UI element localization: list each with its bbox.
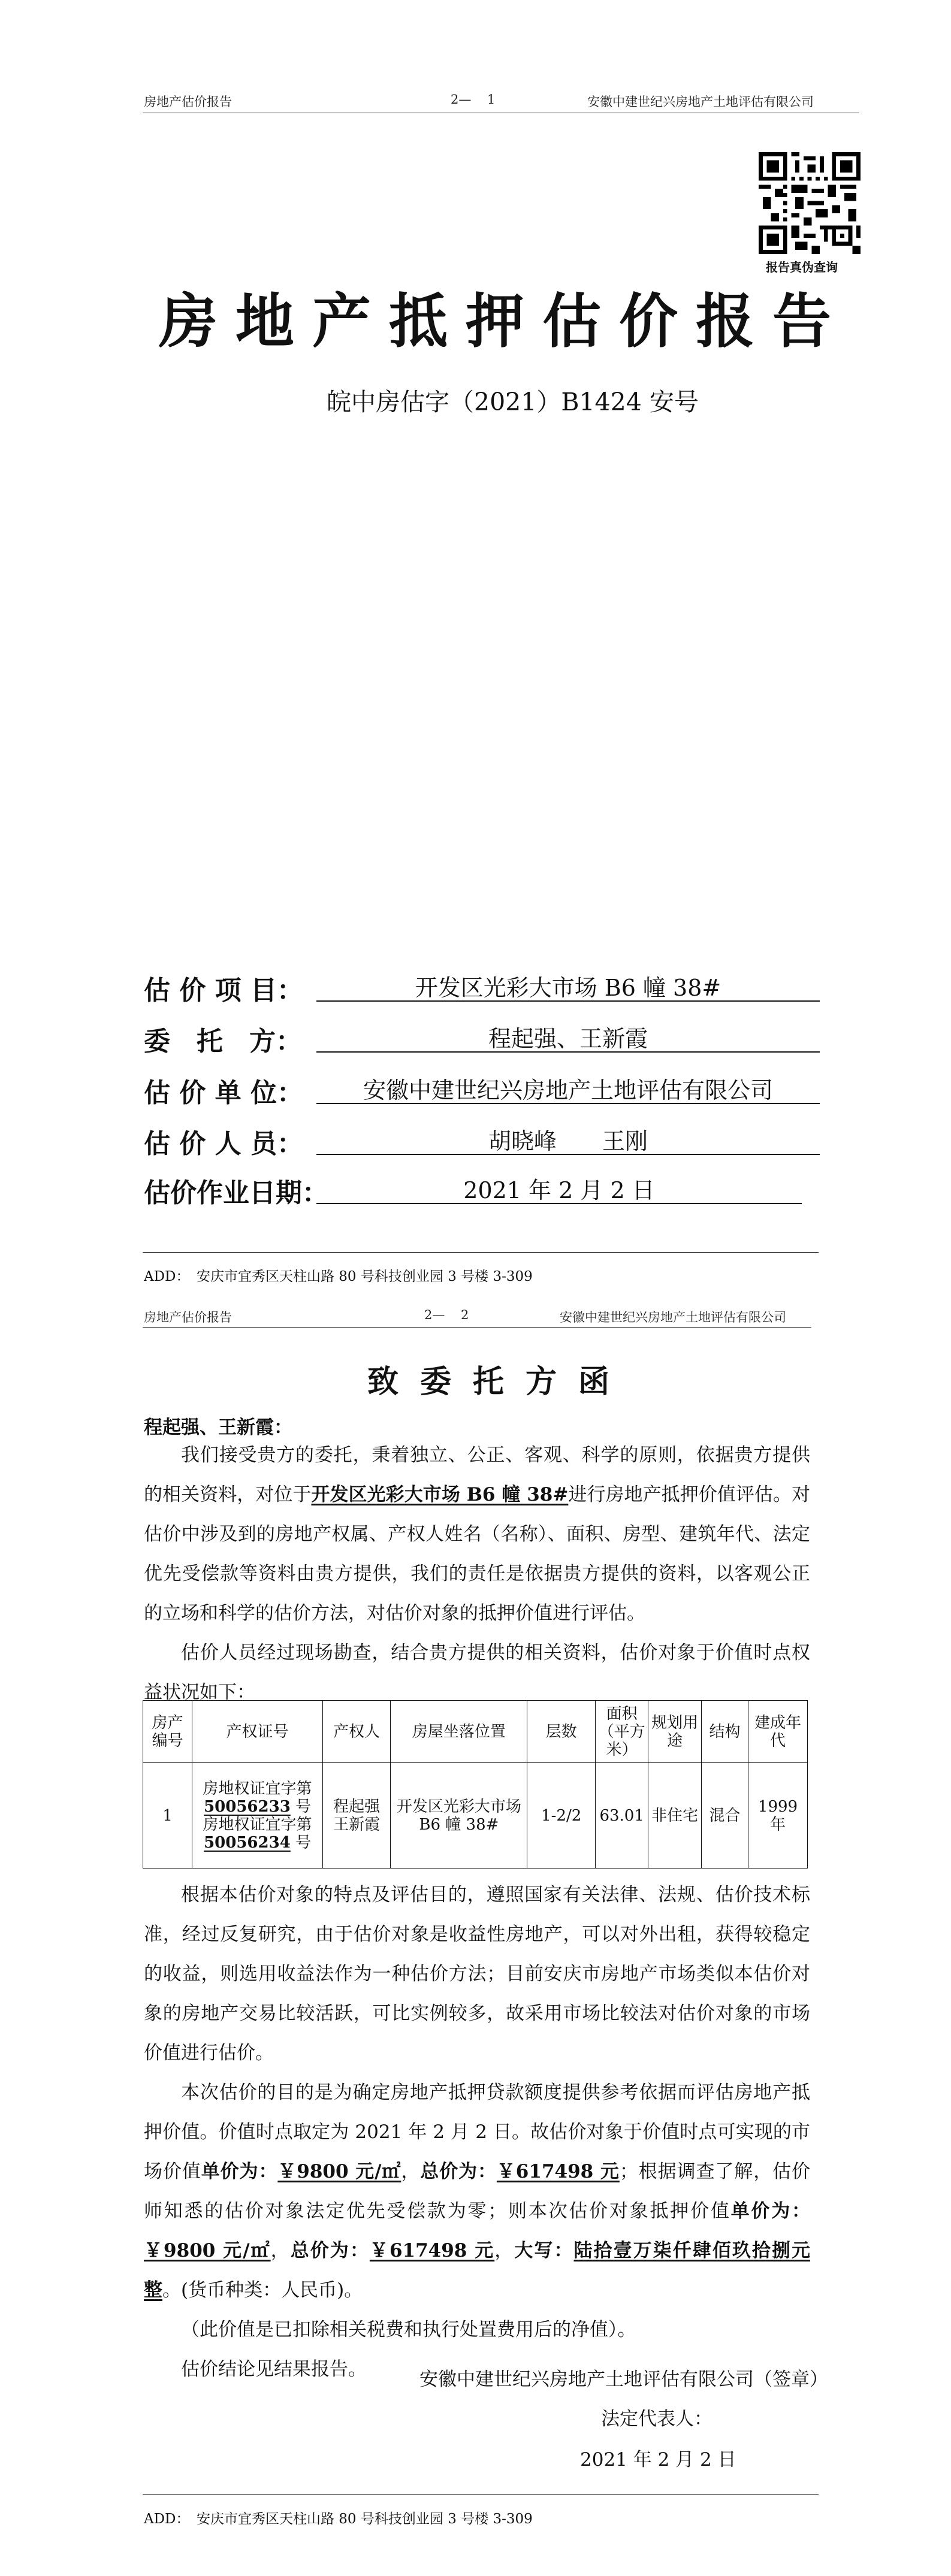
col-header-structure: 结构 xyxy=(701,1701,748,1763)
field-label-staff: 估 价 人 员： xyxy=(144,1129,303,1159)
page1-header-left: 房地产估价报告 xyxy=(144,95,232,109)
paragraph-5: （此价值是已扣除相关税费和执行处置费用后的净值）。 xyxy=(181,2319,636,2341)
salutation: 程起强、王新霞： xyxy=(144,1417,292,1438)
table-header-row xyxy=(143,1701,808,1763)
mortgage-total-price: ￥617498 元 xyxy=(369,2240,495,2261)
col-header-area: 面积（平方米） xyxy=(595,1701,648,1763)
field-underline xyxy=(316,1000,820,1002)
signature-company: 安徽中建世纪兴房地产土地评估有限公司（签章） xyxy=(419,2369,828,2390)
cell-owner: 程起强 王新霞 xyxy=(322,1763,391,1868)
col-header-no: 房产编号 xyxy=(143,1701,192,1763)
letter-body-top xyxy=(144,1435,810,1712)
field-underline xyxy=(316,1203,802,1204)
document-number: 皖中房估字（2021）B1424 安号 xyxy=(327,388,699,416)
paragraph-4: 本次估价的目的是为确定房地产抵押贷款额度提供参考依据而评估房地产抵押价值。价值时点取定为 2021 年 2 月 2 日。故估价对象于价值时点可实现的市场价值单价为：￥9800 元/㎡，总价为：￥617498 元；根据调查了解，估价师知悉的估价对象法定优先受偿款为零；则本次估价对象抵押价值单价为：￥9800 元/㎡，总价为：￥617498 元，大写：陆拾壹万柒仟肆佰玖拾捌元整。(货币种类：人民币)。 xyxy=(144,2082,811,2301)
field-value-appraiser: 安徽中建世纪兴房地产土地评估有限公司 xyxy=(363,1077,773,1103)
page2-header-rule xyxy=(143,1327,811,1328)
col-header-use: 规划用途 xyxy=(648,1701,702,1763)
paragraph-2: 估价人员经过现场勘查，结合贵方提供的相关资料，估价对象于价值时点权益状况如下： xyxy=(144,1642,810,1703)
page1-footer-rule xyxy=(143,1252,819,1253)
page1-header-right: 安徽中建世纪兴房地产土地评估有限公司 xyxy=(587,95,814,109)
cell-year: 1999 年 xyxy=(748,1763,808,1868)
page2-header-left: 房地产估价报告 xyxy=(144,1310,232,1325)
market-total-price: ￥617498 元 xyxy=(496,2161,620,2182)
field-label-client: 委 托 方： xyxy=(144,1026,302,1057)
page2-header-right: 安徽中建世纪兴房地产土地评估有限公司 xyxy=(560,1310,786,1325)
field-underline xyxy=(316,1103,820,1104)
field-underline xyxy=(316,1154,820,1155)
page2-footer-rule xyxy=(143,2494,819,2495)
col-header-cert: 产权证号 xyxy=(192,1701,323,1763)
field-label-project: 估 价 项 目： xyxy=(144,975,303,1006)
cell-cert: 房地权证宜字第 50056233 号 房地权证宜字第 50056234 号 xyxy=(192,1763,323,1868)
paragraph-6: 估价结论见结果报告。 xyxy=(181,2359,367,2380)
signature-date: 2021 年 2 月 2 日 xyxy=(580,2449,736,2471)
qr-code-icon[interactable] xyxy=(759,152,861,254)
signature-legal-rep: 法定代表人： xyxy=(601,2408,713,2430)
table-row xyxy=(143,1763,808,1868)
market-unit-price: ￥9800 元/㎡ xyxy=(277,2161,401,2182)
letter-body-bottom xyxy=(144,1875,810,2389)
page1-address: ADD： 安庆市宜秀区天柱山路 80 号科技创业园 3 号楼 3-309 xyxy=(144,1269,533,1284)
letter-title: 致委托方函 xyxy=(367,1363,632,1400)
col-header-floors: 层数 xyxy=(527,1701,596,1763)
page1-page-number: 2— 1 xyxy=(451,92,496,107)
cell-floors: 1-2/2 xyxy=(527,1763,596,1868)
field-value-project: 开发区光彩大市场 B6 幢 38# xyxy=(415,975,721,1001)
page2-address: ADD： 安庆市宜秀区天柱山路 80 号科技创业园 3 号楼 3-309 xyxy=(144,2511,533,2527)
field-underline xyxy=(316,1051,820,1053)
property-table xyxy=(143,1700,808,1868)
report-title: 房地产抵押估价报告 xyxy=(159,287,850,356)
paragraph-1: 我们接受贵方的委托，秉着独立、公正、客观、科学的原则，依据贵方提供的相关资料，对位于开发区光彩大市场 B6 幢 38#进行房地产抵押价值评估。对估价中涉及到的房地产权属、产权人姓名（名称）、面积、房型、建筑年代、法定优先受偿款等资料由贵方提供，我们的责任是依据贵方提供的资料，以客观公正的立场和科学的估价方法，对估价对象的抵押价值进行评估。 xyxy=(144,1444,811,1624)
field-value-staff: 胡晓峰 王刚 xyxy=(488,1128,648,1154)
cell-no: 1 xyxy=(143,1763,192,1868)
col-header-location: 房屋坐落位置 xyxy=(391,1701,527,1763)
mortgage-unit-price: ￥9800 元/㎡ xyxy=(144,2240,271,2261)
amount-in-words: 陆拾壹万柒仟肆佰玖拾捌元整 xyxy=(144,2240,811,2301)
field-value-client: 程起强、王新霞 xyxy=(488,1026,648,1052)
col-header-year: 建成年代 xyxy=(748,1701,808,1763)
qr-caption: 报告真伪查询 xyxy=(766,260,838,274)
cell-use: 非住宅 xyxy=(648,1763,702,1868)
cell-location: 开发区光彩大市场 B6 幢 38# xyxy=(391,1763,527,1868)
paragraph-3: 根据本估价对象的特点及评估目的，遵照国家有关法律、法规、估价技术标准，经过反复研究，由于估价对象是收益性房地产，可以对外出租，获得较稳定的收益，则选用收益法作为一种估价方法；目前安庆市房地产市场类似本估价对象的房地产交易比较活跃，可比实例较多，故采用市场比较法对估价对象的市场价值进行估价。 xyxy=(144,1884,810,2064)
property-address: 开发区光彩大市场 B6 幢 38# xyxy=(311,1484,569,1505)
field-label-date: 估价作业日期： xyxy=(144,1178,328,1208)
field-value-date: 2021 年 2 月 2 日 xyxy=(463,1177,655,1204)
cell-structure: 混合 xyxy=(701,1763,748,1868)
col-header-owner: 产权人 xyxy=(322,1701,391,1763)
field-label-appraiser: 估 价 单 位： xyxy=(144,1078,303,1108)
page2-page-number: 2— 2 xyxy=(424,1308,469,1322)
cell-area: 63.01 xyxy=(595,1763,648,1868)
